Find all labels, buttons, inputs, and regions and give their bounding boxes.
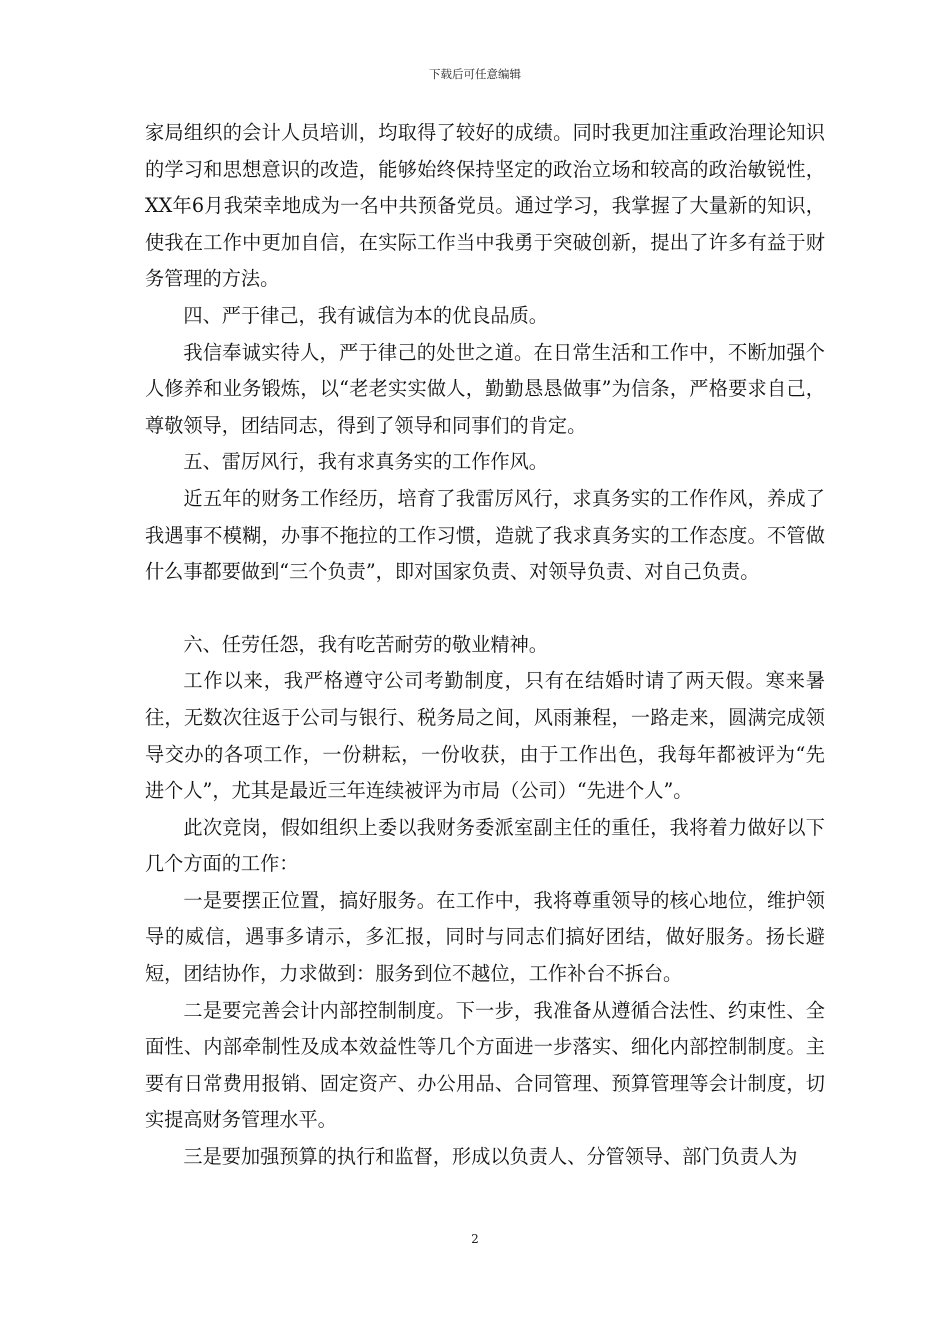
paragraph-2: 我信奉诚实待人，严于律己的处世之道。在日常生活和工作中，不断加强个人修养和业务锻炼，以“老老实实做人，勤勤恳恳做事”为信条，严格要求自己，尊敬领导，团结同志，得到了领导和同事们的肯定。 bbox=[145, 340, 825, 437]
page-number: 2 bbox=[471, 1232, 479, 1246]
paragraph-5: 此次竞岗，假如组织上委以我财务委派室副主任的重任，我将着力做好以下几个方面的工作： bbox=[145, 815, 825, 876]
paragraph-gap bbox=[145, 591, 825, 627]
paragraph-6: 一是要摆正位置，搞好服务。在工作中，我将尊重领导的核心地位，维护领导的威信，遇事多请示，多汇报，同时与同志们搞好团结，做好服务。扬长避短，团结协作，力求做到：服务到位不越位，工作补台不拆台。 bbox=[145, 888, 825, 986]
document-body bbox=[145, 115, 825, 1176]
paragraph-7: 二是要完善会计内部控制制度。下一步，我准备从遵循合法性、约束性、全面性、内部牵制性及成本效益性等几个方面进一步落实、细化内部控制制度。主要有日常费用报销、固定资产、办公用品、合同管理、预算管理等会计制度，切实提高财务管理水平。 bbox=[145, 998, 825, 1132]
paragraph-8: 三是要加强预算的执行和监督，形成以负责人、分管领导、部门负责人为 bbox=[183, 1145, 798, 1169]
section-heading-4: 四、严于律己，我有诚信为本的优良品质。 bbox=[183, 303, 548, 327]
paragraph-3: 近五年的财务工作经历，培育了我雷厉风行，求真务实的工作作风，养成了我遇事不模糊，办事不拖拉的工作习惯，造就了我求真务实的工作态度。不管做什么事都要做到“三个负责”，即对国家负责、对领导负责、对自己负责。 bbox=[145, 486, 825, 584]
page-header: 下载后可任意编辑 bbox=[429, 67, 521, 81]
paragraph-1: 家局组织的会计人员培训，均取得了较好的成绩。同时我更加注重政治理论知识的学习和思想意识的改造，能够始终保持坚定的政治立场和较高的政治敏锐性，XX年6月我荣幸地成为一名中共预备党员。通过学习，我掌握了大量新的知识，使我在工作中更加自信，在实际工作当中我勇于突破创新，提出了许多有益于财务管理的方法。 bbox=[145, 121, 825, 291]
section-heading-5: 五、雷厉风行，我有求真务实的工作作风。 bbox=[183, 450, 548, 474]
paragraph-4: 工作以来，我严格遵守公司考勤制度，只有在结婚时请了两天假。寒来暑往，无数次往返于公司与银行、税务局之间，风雨兼程，一路走来，圆满完成领导交办的各项工作，一份耕耘，一份收获，由于工作出色，我每年都被评为“先进个人”，尤其是最近三年连续被评为市局（公司）“先进个人”。 bbox=[145, 669, 825, 803]
section-heading-6: 六、任劳任怨，我有吃苦耐劳的敬业精神。 bbox=[183, 632, 548, 656]
